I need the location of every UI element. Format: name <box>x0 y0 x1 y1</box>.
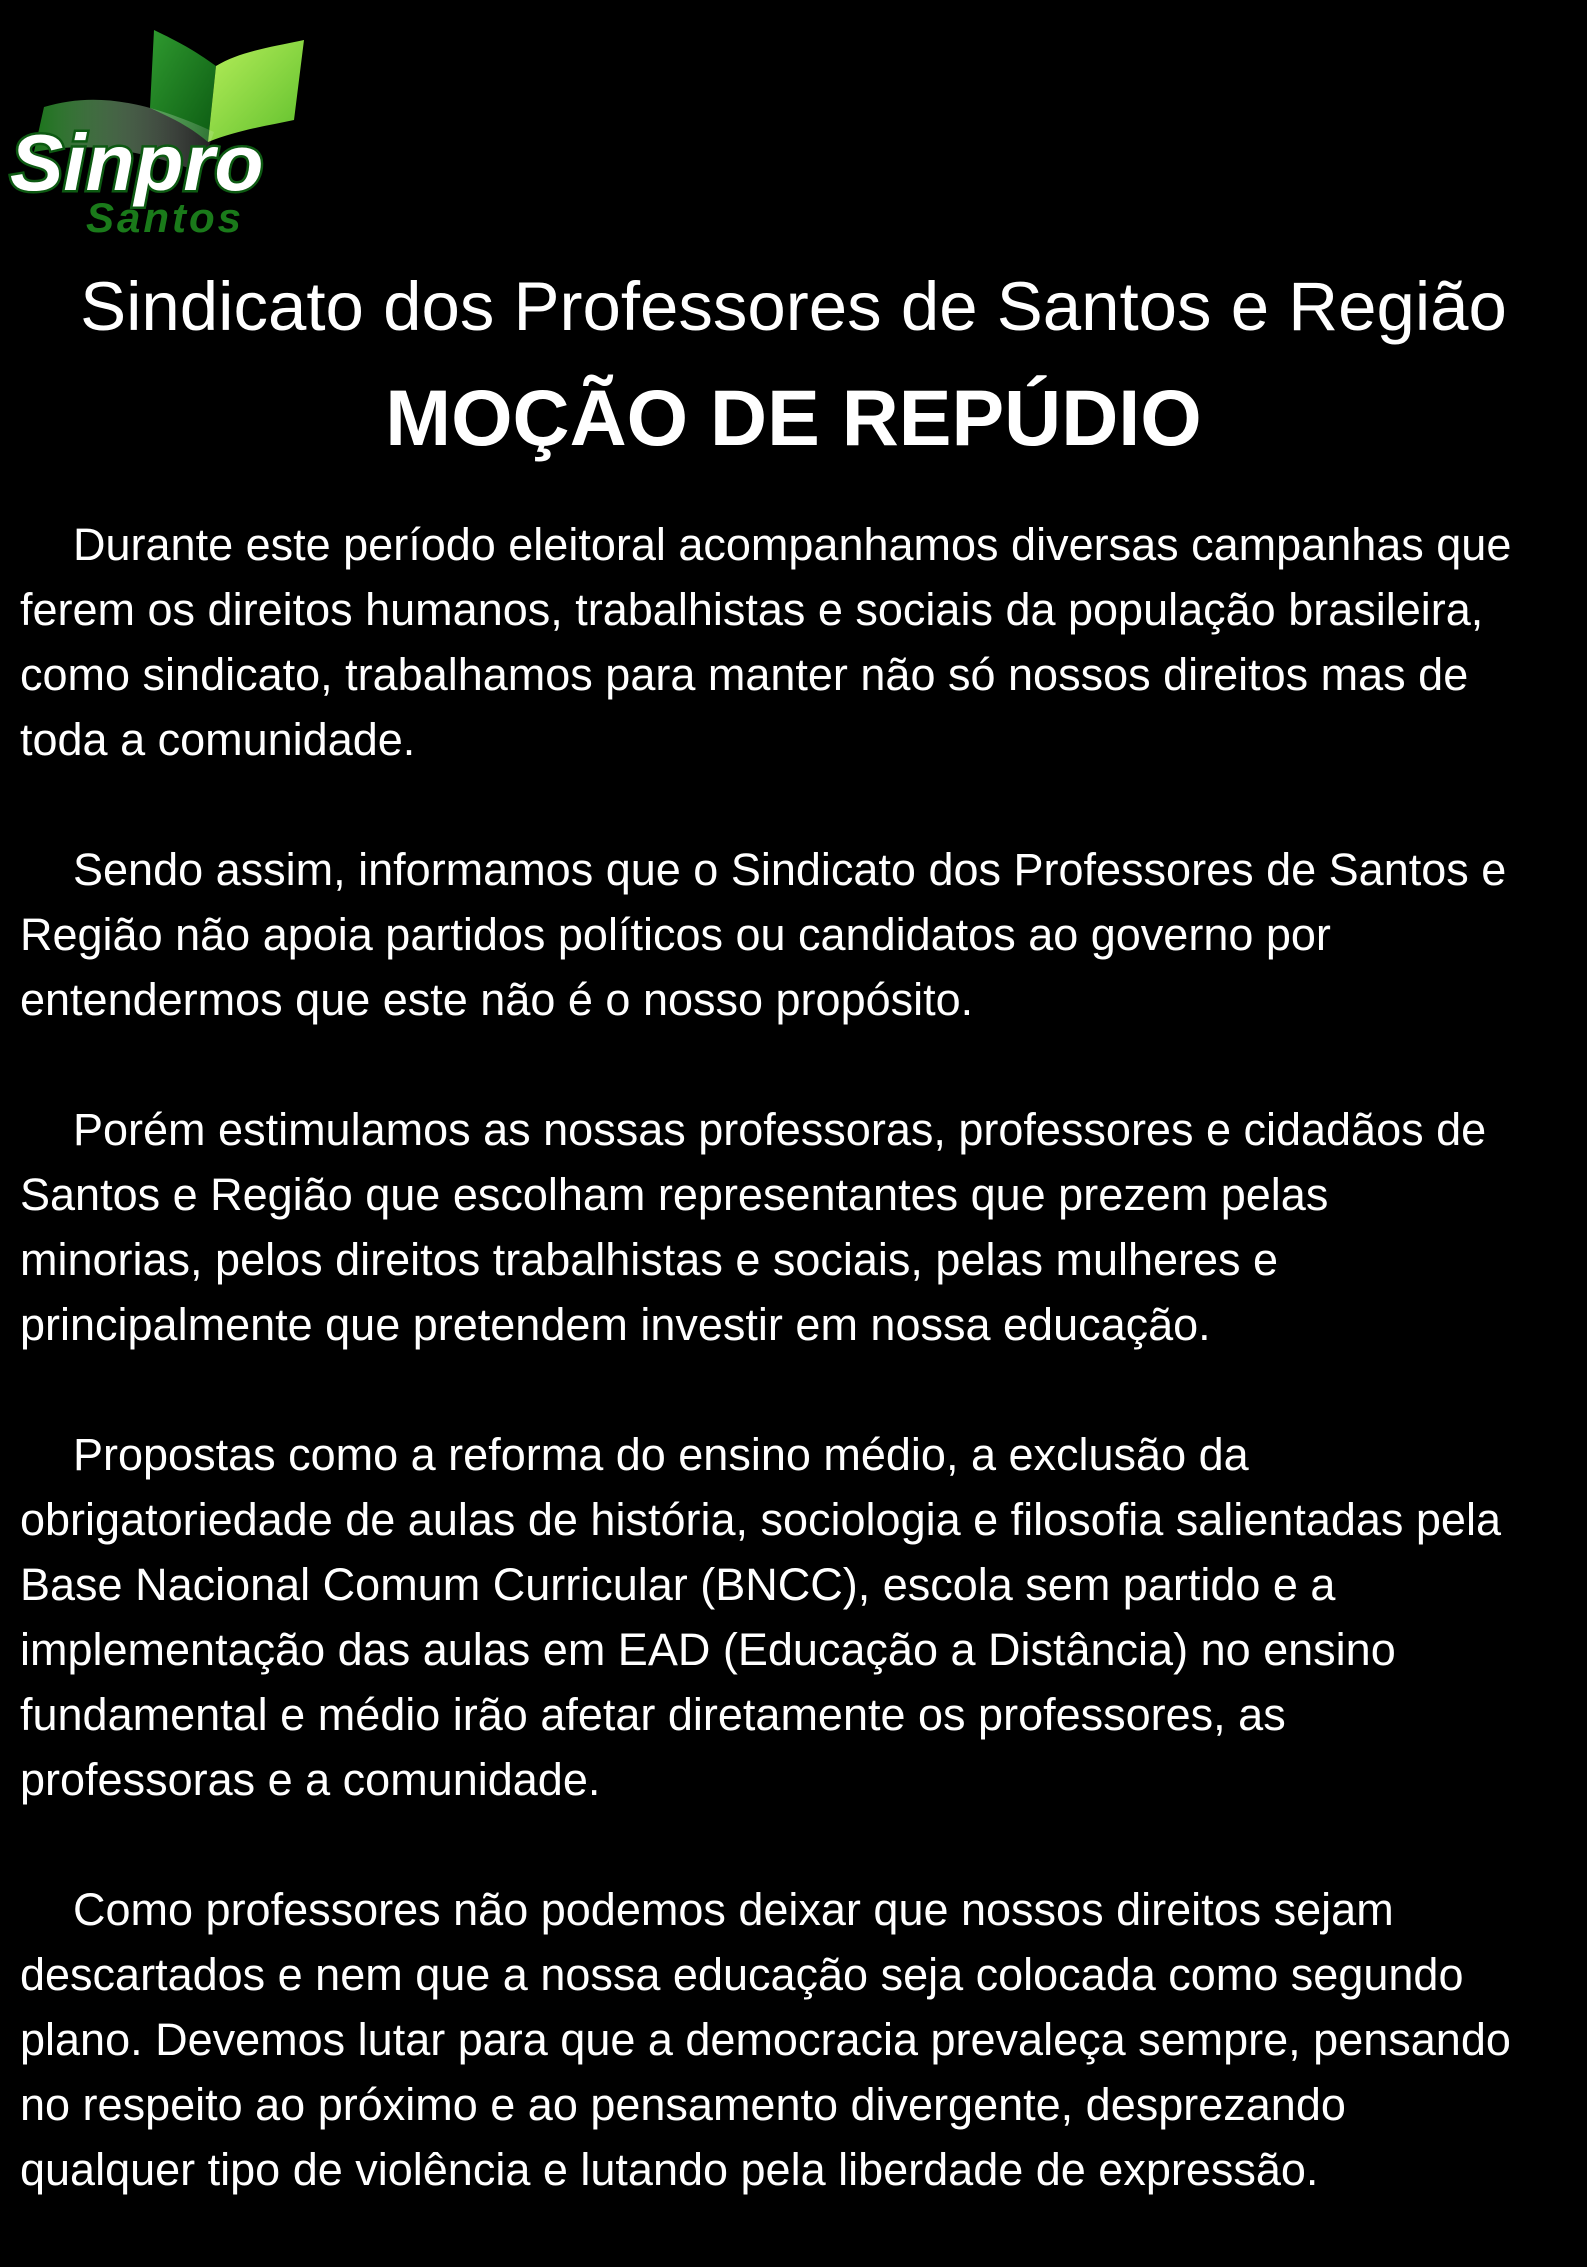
sinpro-logo <box>4 22 314 237</box>
logo-word-secondary: Santos <box>86 194 245 237</box>
paragraph-4: Propostas como a reforma do ensino médio, a exclusão da obrigatoriedade de aulas de história, sociologia e filosofia salientadas pela Base Nacional Comum Curricular (BNCC), escola sem partido e a implementação das aulas em EAD (Educação a Distância) no ensino fundamental e médio irão afetar diretamente os professores, as professoras e a comunidade. <box>20 1429 1501 1805</box>
paragraph-5: Como professores não podemos deixar que nossos direitos sejam descartados e nem que a nossa educação seja colocada como segundo plano. Devemos lutar para que a democracia prevaleça sempre, pensando no respeito ao próximo e ao pensamento divergente, desprezando qualquer tipo de violência e lutando pela liberdade de expressão. <box>20 1884 1511 2195</box>
paragraph-2: Sendo assim, informamos que o Sindicato dos Professores de Santos e Região não apoia partidos políticos ou candidatos ao governo por entendermos que este não é o nosso propósito. <box>20 844 1507 1025</box>
document-body <box>20 512 1582 2267</box>
document-title: MOÇÃO DE REPÚDIO <box>385 373 1202 462</box>
logo-word-primary: Sinpro <box>10 118 264 207</box>
paragraph-1: Durante este período eleitoral acompanhamos diversas campanhas que ferem os direitos humanos, trabalhistas e sociais da população brasileira, como sindicato, trabalhamos para manter não só nossos direitos mas de toda a comunidade. <box>20 519 1512 765</box>
sinpro-logo-graphic <box>4 22 314 237</box>
organization-name: Sindicato dos Professores de Santos e Região <box>80 268 1507 345</box>
paragraph-3: Porém estimulamos as nossas professoras, professores e cidadãos de Santos e Região que escolham representantes que prezem pelas minorias, pelos direitos trabalhistas e sociais, pelas mulheres e principalmente que pretendem investir em nossa educação. <box>20 1104 1487 1350</box>
